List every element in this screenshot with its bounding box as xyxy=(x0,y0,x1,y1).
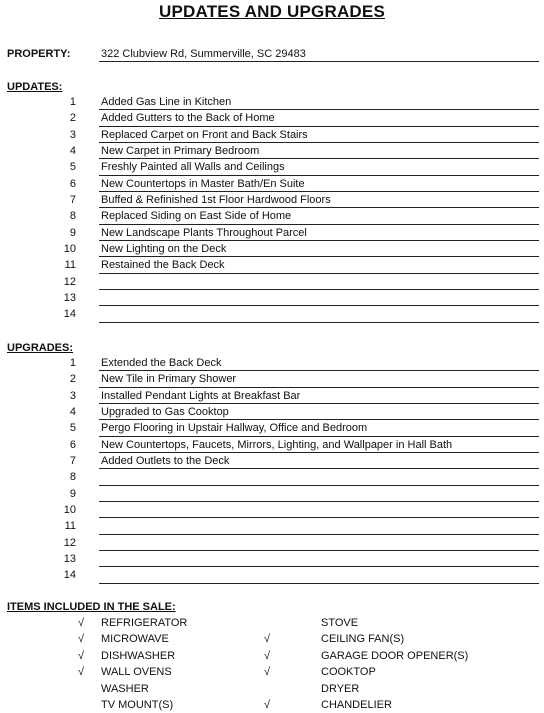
items-included-grid xyxy=(0,615,544,713)
upgrade-row-number: 9 xyxy=(69,487,76,500)
update-row-text[interactable]: Freshly Painted all Walls and Ceilings xyxy=(99,159,539,175)
upgrade-row xyxy=(0,567,544,583)
update-row xyxy=(0,225,544,241)
update-row xyxy=(0,241,544,257)
upgrade-row-number: 10 xyxy=(63,504,76,517)
check-mark-icon[interactable]: √ xyxy=(78,666,85,679)
upgrades-list xyxy=(0,355,544,584)
upgrade-row-number: 2 xyxy=(69,373,76,386)
check-mark-icon[interactable]: √ xyxy=(264,633,271,646)
check-mark-icon[interactable]: √ xyxy=(264,649,271,662)
update-row xyxy=(0,208,544,224)
update-row xyxy=(0,159,544,175)
upgrade-row xyxy=(0,388,544,404)
update-row-number: 5 xyxy=(69,161,76,174)
update-row-number: 14 xyxy=(63,308,76,321)
upgrade-row xyxy=(0,535,544,551)
upgrade-row xyxy=(0,404,544,420)
upgrade-row-text[interactable] xyxy=(99,535,539,551)
upgrade-row-number: 4 xyxy=(69,406,76,419)
update-row xyxy=(0,257,544,273)
update-row-text[interactable]: Replaced Siding on East Side of Home xyxy=(99,208,539,224)
upgrade-row xyxy=(0,469,544,485)
update-row-number: 12 xyxy=(63,275,76,288)
upgrade-row-text[interactable]: Installed Pendant Lights at Breakfast Bar xyxy=(99,388,539,404)
upgrade-row-text[interactable] xyxy=(99,469,539,485)
property-value-field[interactable]: 322 Clubview Rd, Summerville, SC 29483 xyxy=(99,46,539,62)
update-row xyxy=(0,274,544,290)
upgrade-row-number: 6 xyxy=(69,438,76,451)
update-row-number: 6 xyxy=(69,177,76,190)
upgrades-heading: UPGRADES: xyxy=(7,342,74,354)
upgrade-row-text[interactable]: New Countertops, Faucets, Mirrors, Lighting, and Wallpaper in Hall Bath xyxy=(99,437,539,453)
update-row-text[interactable] xyxy=(99,290,539,306)
upgrade-row-number: 11 xyxy=(64,520,76,533)
check-mark-icon[interactable]: √ xyxy=(78,649,85,662)
upgrade-row xyxy=(0,502,544,518)
update-row-text[interactable]: Restained the Back Deck xyxy=(99,257,539,273)
item-row xyxy=(0,697,544,713)
item-label: DRYER xyxy=(321,682,360,695)
update-row-number: 2 xyxy=(69,112,76,125)
update-row-text[interactable]: New Carpet in Primary Bedroom xyxy=(99,143,539,159)
update-row xyxy=(0,143,544,159)
update-row xyxy=(0,94,544,110)
item-row xyxy=(0,664,544,680)
item-label: CHANDELIER xyxy=(321,698,392,711)
upgrade-row-number: 8 xyxy=(69,471,76,484)
update-row-text[interactable]: Replaced Carpet on Front and Back Stairs xyxy=(99,127,539,143)
upgrade-row-number: 12 xyxy=(63,536,76,549)
update-row-number: 10 xyxy=(63,243,76,256)
update-row xyxy=(0,306,544,322)
upgrade-row xyxy=(0,551,544,567)
check-mark-icon[interactable]: √ xyxy=(78,633,85,646)
item-label: REFRIGERATOR xyxy=(101,617,188,629)
upgrade-row-number: 7 xyxy=(69,455,76,468)
update-row xyxy=(0,127,544,143)
upgrade-row-text[interactable] xyxy=(99,502,539,518)
upgrade-row-number: 13 xyxy=(63,553,76,566)
update-row-text[interactable]: Added Gutters to the Back of Home xyxy=(99,110,539,126)
updates-heading: UPDATES: xyxy=(7,81,63,93)
update-row-text[interactable] xyxy=(99,274,539,290)
update-row xyxy=(0,176,544,192)
update-row-text[interactable]: Added Gas Line in Kitchen xyxy=(99,94,539,110)
update-row-number: 11 xyxy=(64,259,76,272)
upgrade-row xyxy=(0,371,544,387)
item-label: WASHER xyxy=(101,682,149,695)
item-label: TV MOUNT(S) xyxy=(101,698,174,711)
update-row-text[interactable]: Buffed & Refinished 1st Floor Hardwood Floors xyxy=(99,192,539,208)
update-row-number: 9 xyxy=(69,226,76,239)
upgrade-row-text[interactable] xyxy=(99,567,539,583)
upgrade-row-text[interactable] xyxy=(99,551,539,567)
upgrade-row-text[interactable]: Upgraded to Gas Cooktop xyxy=(99,404,539,420)
property-label: PROPERTY: xyxy=(7,48,71,60)
update-row-number: 1 xyxy=(69,96,76,108)
upgrade-row-text[interactable] xyxy=(99,518,539,534)
update-row-number: 13 xyxy=(63,292,76,305)
upgrade-row-number: 14 xyxy=(63,569,76,582)
upgrade-row-text[interactable]: Extended the Back Deck xyxy=(99,355,539,371)
update-row-number: 7 xyxy=(69,194,76,207)
upgrade-row xyxy=(0,486,544,502)
item-label: MICROWAVE xyxy=(101,633,169,646)
item-label: WALL OVENS xyxy=(101,666,172,679)
upgrade-row xyxy=(0,437,544,453)
upgrade-row xyxy=(0,355,544,371)
update-row xyxy=(0,192,544,208)
item-row xyxy=(0,648,544,664)
update-row-number: 3 xyxy=(69,128,76,141)
update-row-text[interactable]: New Landscape Plants Throughout Parcel xyxy=(99,225,539,241)
update-row-text[interactable]: New Countertops in Master Bath/En Suite xyxy=(99,176,539,192)
update-row-text[interactable]: New Lighting on the Deck xyxy=(99,241,539,257)
upgrade-row-number: 5 xyxy=(69,422,76,435)
item-label: CEILING FAN(S) xyxy=(321,633,405,646)
item-label: DISHWASHER xyxy=(101,649,176,662)
upgrade-row-text[interactable]: New Tile in Primary Shower xyxy=(99,371,539,387)
upgrade-row xyxy=(0,453,544,469)
item-row xyxy=(0,631,544,647)
item-label: COOKTOP xyxy=(321,666,376,679)
updates-list xyxy=(0,94,544,323)
item-row xyxy=(0,681,544,697)
upgrade-row-number: 1 xyxy=(69,357,76,369)
update-row-number: 8 xyxy=(69,210,76,223)
upgrade-row xyxy=(0,518,544,534)
upgrade-row-number: 3 xyxy=(69,389,76,402)
update-row-number: 4 xyxy=(69,145,76,158)
item-label: STOVE xyxy=(321,617,359,629)
check-mark-icon[interactable]: √ xyxy=(78,617,85,629)
update-row xyxy=(0,290,544,306)
upgrade-row-text[interactable] xyxy=(99,486,539,502)
check-mark-icon[interactable]: √ xyxy=(264,698,271,711)
update-row xyxy=(0,110,544,126)
document-title: UPDATES AND UPGRADES xyxy=(159,2,385,21)
check-mark-icon[interactable]: √ xyxy=(264,666,271,679)
item-row xyxy=(0,615,544,631)
items-included-heading: ITEMS INCLUDED IN THE SALE: xyxy=(7,601,176,613)
upgrade-row-text[interactable]: Added Outlets to the Deck xyxy=(99,453,539,469)
item-label: GARAGE DOOR OPENER(S) xyxy=(321,649,469,662)
upgrade-row xyxy=(0,420,544,436)
update-row-text[interactable] xyxy=(99,306,539,322)
upgrade-row-text[interactable]: Pergo Flooring in Upstair Hallway, Office and Bedroom xyxy=(99,420,539,436)
